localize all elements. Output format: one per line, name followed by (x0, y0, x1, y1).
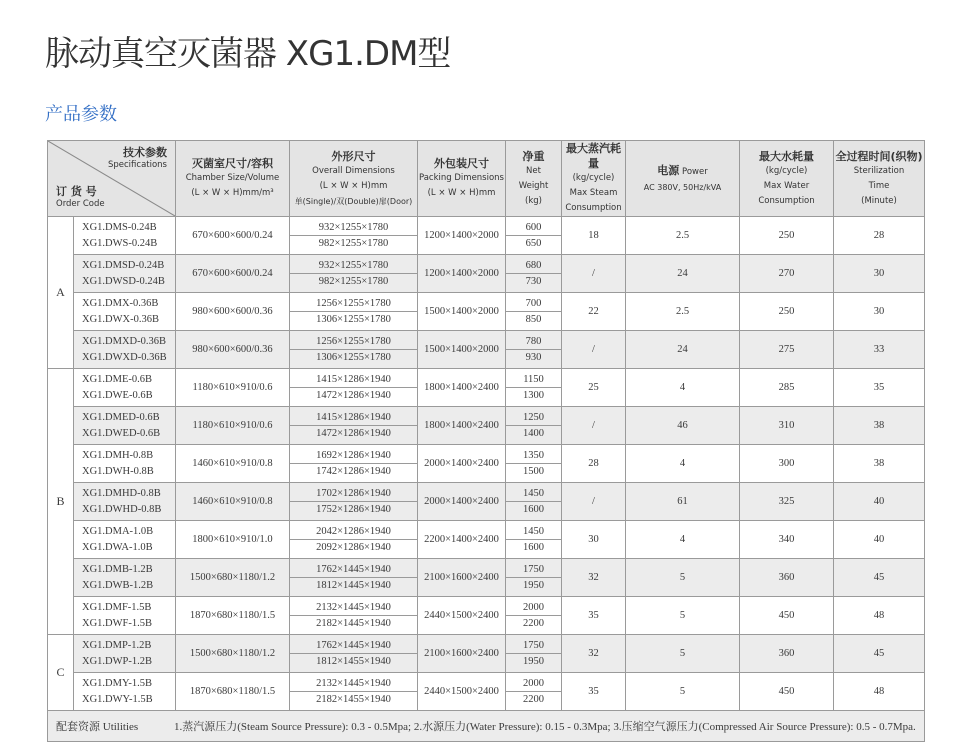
header-steam (562, 141, 626, 217)
time-cell: 40 (834, 521, 925, 559)
header-net-cn: 净重 (522, 149, 545, 163)
header-time-en2: Time (868, 180, 890, 191)
power-cell: 24 (626, 255, 740, 293)
weight-single: 1350 (506, 448, 561, 464)
overall-double: 1812×1455×1940 (316, 656, 391, 667)
order-code: XG1.DMX-0.36B (82, 297, 159, 309)
table-row (48, 483, 925, 521)
overall-single: 932×1255×1780 (290, 220, 417, 236)
header-power-cn: 电源 (657, 163, 680, 177)
order-code: XG1.DMED-0.6B (82, 411, 160, 423)
order-code: XG1.DWED-0.6B (82, 427, 161, 439)
order-code-cell (74, 331, 176, 369)
weight-single: 1250 (506, 410, 561, 426)
packing-cell: 1500×1400×2000 (418, 331, 506, 369)
power-cell: 4 (626, 369, 740, 407)
header-net-unit: (kg) (525, 195, 542, 206)
steam-cell: 22 (562, 293, 626, 331)
order-code: XG1.DWF-1.5B (82, 617, 152, 629)
table-row (48, 673, 925, 711)
order-code: XG1.DWHD-0.8B (82, 503, 162, 515)
power-cell: 5 (626, 673, 740, 711)
order-code-cell (74, 483, 176, 521)
packing-cell: 2440×1500×2400 (418, 673, 506, 711)
overall-single: 2132×1445×1940 (290, 600, 417, 616)
header-net-weight (506, 141, 562, 217)
time-cell: 38 (834, 445, 925, 483)
weight-single: 1450 (506, 486, 561, 502)
chamber-cell: 1500×680×1180/1.2 (176, 559, 290, 597)
weight-cell (506, 635, 562, 673)
steam-cell: 30 (562, 521, 626, 559)
time-cell: 40 (834, 483, 925, 521)
overall-single: 1762×1445×1940 (290, 638, 417, 654)
header-overall-door: 单(Single)/双(Double)扉(Door) (294, 196, 413, 206)
water-cell: 450 (740, 673, 834, 711)
packing-cell: 1200×1400×2000 (418, 255, 506, 293)
overall-double: 1472×1286×1940 (316, 390, 391, 401)
weight-cell (506, 597, 562, 635)
overall-cell (290, 331, 418, 369)
header-packing (418, 141, 506, 217)
power-cell: 5 (626, 635, 740, 673)
weight-cell (506, 483, 562, 521)
time-cell: 45 (834, 635, 925, 673)
water-cell: 250 (740, 217, 834, 255)
order-code-cell (74, 407, 176, 445)
overall-single: 1415×1286×1940 (290, 372, 417, 388)
overall-double: 2182×1455×1940 (316, 694, 391, 705)
header-time-cn: 全过程时间(织物) (835, 149, 923, 163)
power-cell: 4 (626, 521, 740, 559)
packing-cell: 2000×1400×2400 (418, 445, 506, 483)
water-cell: 300 (740, 445, 834, 483)
steam-cell: / (562, 483, 626, 521)
overall-cell (290, 255, 418, 293)
weight-double: 1600 (523, 504, 544, 515)
time-cell: 30 (834, 293, 925, 331)
weight-double: 850 (525, 314, 542, 325)
overall-cell (290, 445, 418, 483)
weight-cell (506, 559, 562, 597)
order-code: XG1.DMS-0.24B (82, 221, 157, 233)
order-code: XG1.DWXD-0.36B (82, 351, 167, 363)
weight-cell (506, 255, 562, 293)
weight-double: 650 (525, 238, 542, 249)
order-code: XG1.DMSD-0.24B (82, 259, 165, 271)
time-cell: 38 (834, 407, 925, 445)
order-code: XG1.DWB-1.2B (82, 579, 154, 591)
order-code: XG1.DMHD-0.8B (82, 487, 161, 499)
packing-cell: 1800×1400×2400 (418, 369, 506, 407)
order-code: XG1.DMP-1.2B (82, 639, 152, 651)
overall-double: 1306×1255×1780 (316, 352, 391, 363)
weight-double: 1400 (523, 428, 544, 439)
weight-double: 1600 (523, 542, 544, 553)
chamber-cell: 1460×610×910/0.8 (176, 445, 290, 483)
chamber-cell: 980×600×600/0.36 (176, 331, 290, 369)
table-row (48, 293, 925, 331)
order-code: XG1.DME-0.6B (82, 373, 152, 385)
water-cell: 325 (740, 483, 834, 521)
weight-double: 2200 (523, 694, 544, 705)
order-code-cell (74, 445, 176, 483)
order-code-cell (74, 635, 176, 673)
water-cell: 270 (740, 255, 834, 293)
weight-cell (506, 293, 562, 331)
header-water-en2: Consumption (758, 195, 815, 206)
overall-cell (290, 635, 418, 673)
order-code-cell (74, 217, 176, 255)
header-time (834, 141, 925, 217)
table-row (48, 445, 925, 483)
header-steam-unit: (kg/cycle) (572, 173, 615, 183)
header-steam-cn: 最大蒸汽耗量 (566, 142, 621, 170)
header-packing-unit: (L × W × H)mm (427, 188, 496, 198)
header-overall-en: Overall Dimensions (312, 165, 395, 176)
time-cell: 45 (834, 559, 925, 597)
packing-cell: 2440×1500×2400 (418, 597, 506, 635)
overall-single: 932×1255×1780 (290, 258, 417, 274)
table-row (48, 369, 925, 407)
power-cell: 46 (626, 407, 740, 445)
overall-double: 1472×1286×1940 (316, 428, 391, 439)
weight-single: 780 (506, 334, 561, 350)
weight-single: 1750 (506, 638, 561, 654)
weight-double: 1950 (523, 656, 544, 667)
order-code: XG1.DMF-1.5B (82, 601, 152, 613)
overall-cell (290, 521, 418, 559)
packing-cell: 1200×1400×2000 (418, 217, 506, 255)
order-code: XG1.DWY-1.5B (82, 693, 153, 705)
utilities-row (48, 711, 925, 742)
overall-single: 1702×1286×1940 (290, 486, 417, 502)
packing-cell: 2200×1400×2400 (418, 521, 506, 559)
overall-double: 2182×1445×1940 (316, 618, 391, 629)
order-code: XG1.DMY-1.5B (82, 677, 153, 689)
chamber-cell: 1180×610×910/0.6 (176, 407, 290, 445)
overall-single: 1692×1286×1940 (290, 448, 417, 464)
time-cell: 48 (834, 597, 925, 635)
utilities-cell (48, 711, 925, 742)
overall-cell (290, 673, 418, 711)
header-packing-cn: 外包装尺寸 (434, 157, 489, 170)
overall-cell (290, 483, 418, 521)
power-cell: 5 (626, 597, 740, 635)
overall-double: 982×1255×1780 (318, 238, 389, 249)
overall-double: 2092×1286×1940 (316, 542, 391, 553)
spec-table (47, 140, 925, 742)
header-water (740, 141, 834, 217)
header-order-cn: 订 货 号 (56, 185, 97, 198)
power-cell: 61 (626, 483, 740, 521)
chamber-cell: 1460×610×910/0.8 (176, 483, 290, 521)
section-title: 产品参数 (45, 104, 117, 125)
header-power-en: Power (682, 166, 708, 177)
steam-cell: 25 (562, 369, 626, 407)
power-cell: 4 (626, 445, 740, 483)
weight-single: 1450 (506, 524, 561, 540)
table-body (48, 217, 925, 742)
order-code: XG1.DWH-0.8B (82, 465, 154, 477)
group-label: B (48, 369, 74, 635)
overall-single: 1762×1445×1940 (290, 562, 417, 578)
weight-double: 930 (525, 352, 542, 363)
steam-cell: 32 (562, 559, 626, 597)
order-code-cell (74, 597, 176, 635)
steam-cell: 35 (562, 673, 626, 711)
overall-double: 982×1255×1780 (318, 276, 389, 287)
order-code: XG1.DMA-1.0B (82, 525, 154, 537)
steam-cell: 32 (562, 635, 626, 673)
group-label: A (48, 217, 74, 369)
weight-double: 1950 (523, 580, 544, 591)
header-water-cn: 最大水耗量 (759, 149, 814, 163)
chamber-cell: 980×600×600/0.36 (176, 293, 290, 331)
order-code: XG1.DWA-1.0B (82, 541, 153, 553)
overall-single: 1256×1255×1780 (290, 296, 417, 312)
overall-single: 2132×1445×1940 (290, 676, 417, 692)
order-code-cell (74, 369, 176, 407)
order-code-cell (74, 255, 176, 293)
utilities-text: 1.蒸汽源压力(Steam Source Pressure): 0.3 - 0.5Mpa; 2.水源压力(Water Pressure): 0.15 - 0.3Mpa; 3.压缩空气源压力(Compressed Air Source Pressure): 0.5 - 0.7Mpa. (174, 721, 916, 733)
header-time-unit: (Minute) (861, 195, 897, 206)
water-cell: 310 (740, 407, 834, 445)
header-power (626, 141, 740, 217)
header-packing-en: Packing Dimensions (418, 173, 504, 183)
packing-cell: 1800×1400×2400 (418, 407, 506, 445)
header-overall (290, 141, 418, 217)
table-row (48, 597, 925, 635)
utilities-label: 配套资源 Utilities (56, 721, 139, 733)
water-cell: 275 (740, 331, 834, 369)
time-cell: 48 (834, 673, 925, 711)
water-cell: 340 (740, 521, 834, 559)
packing-cell: 2000×1400×2400 (418, 483, 506, 521)
order-code: XG1.DWP-1.2B (82, 655, 152, 667)
overall-cell (290, 369, 418, 407)
chamber-cell: 670×600×600/0.24 (176, 217, 290, 255)
water-cell: 285 (740, 369, 834, 407)
steam-cell: 18 (562, 217, 626, 255)
table-row (48, 559, 925, 597)
header-net-en2: Weight (518, 180, 549, 191)
header-overall-unit: (L × W × H)mm (319, 180, 388, 191)
packing-cell: 2100×1600×2400 (418, 559, 506, 597)
packing-cell: 2100×1600×2400 (418, 635, 506, 673)
overall-cell (290, 559, 418, 597)
weight-single: 1750 (506, 562, 561, 578)
weight-cell (506, 331, 562, 369)
time-cell: 28 (834, 217, 925, 255)
steam-cell: / (562, 331, 626, 369)
order-code-cell (74, 521, 176, 559)
header-time-en1: Sterilization (853, 165, 905, 176)
steam-cell: 35 (562, 597, 626, 635)
steam-cell: 28 (562, 445, 626, 483)
weight-double: 1300 (523, 390, 544, 401)
weight-cell (506, 217, 562, 255)
header-spec-order (48, 141, 176, 217)
header-net-en1: Net (526, 165, 541, 176)
weight-double: 1500 (523, 466, 544, 477)
table-row (48, 407, 925, 445)
water-cell: 250 (740, 293, 834, 331)
overall-double: 1306×1255×1780 (316, 314, 391, 325)
header-water-en1: Max Water (763, 180, 810, 191)
weight-single: 700 (506, 296, 561, 312)
header-water-unit: (kg/cycle) (765, 165, 808, 176)
water-cell: 360 (740, 635, 834, 673)
time-cell: 30 (834, 255, 925, 293)
header-overall-cn: 外形尺寸 (331, 149, 376, 163)
weight-cell (506, 673, 562, 711)
time-cell: 35 (834, 369, 925, 407)
power-cell: 5 (626, 559, 740, 597)
overall-cell (290, 293, 418, 331)
order-code: XG1.DMH-0.8B (82, 449, 154, 461)
header-chamber-en: Chamber Size/Volume (185, 173, 280, 183)
weight-double: 2200 (523, 618, 544, 629)
power-cell: 2.5 (626, 217, 740, 255)
header-spec-cn: 技术参数 (123, 146, 167, 159)
table-row (48, 255, 925, 293)
water-cell: 450 (740, 597, 834, 635)
chamber-cell: 670×600×600/0.24 (176, 255, 290, 293)
order-code-cell (74, 293, 176, 331)
order-code-cell (74, 673, 176, 711)
table-header-row (48, 141, 925, 217)
weight-single: 2000 (506, 600, 561, 616)
header-spec-en: Specifications (107, 160, 167, 170)
time-cell: 33 (834, 331, 925, 369)
overall-cell (290, 217, 418, 255)
overall-cell (290, 407, 418, 445)
header-steam-en2: Consumption (565, 203, 622, 213)
power-cell: 2.5 (626, 293, 740, 331)
overall-single: 2042×1286×1940 (290, 524, 417, 540)
chamber-cell: 1800×610×910/1.0 (176, 521, 290, 559)
chamber-cell: 1870×680×1180/1.5 (176, 597, 290, 635)
table-row (48, 521, 925, 559)
header-power-spec: AC 380V, 50Hz/kVA (643, 182, 722, 192)
table-row (48, 217, 925, 255)
weight-cell (506, 445, 562, 483)
steam-cell: / (562, 255, 626, 293)
order-code: XG1.DMXD-0.36B (82, 335, 166, 347)
weight-cell (506, 521, 562, 559)
overall-single: 1415×1286×1940 (290, 410, 417, 426)
weight-double: 730 (525, 276, 542, 287)
table-row (48, 635, 925, 673)
overall-double: 1812×1445×1940 (316, 580, 391, 591)
steam-cell: / (562, 407, 626, 445)
order-code: XG1.DWX-0.36B (82, 313, 159, 325)
table-row (48, 331, 925, 369)
order-code: XG1.DWSD-0.24B (82, 275, 165, 287)
weight-cell (506, 369, 562, 407)
weight-single: 600 (506, 220, 561, 236)
order-code-cell (74, 559, 176, 597)
overall-single: 1256×1255×1780 (290, 334, 417, 350)
order-code: XG1.DWS-0.24B (82, 237, 158, 249)
weight-cell (506, 407, 562, 445)
header-order-en: Order Code (56, 199, 105, 209)
weight-single: 680 (506, 258, 561, 274)
order-code: XG1.DWE-0.6B (82, 389, 153, 401)
overall-double: 1742×1286×1940 (316, 466, 391, 477)
chamber-cell: 1870×680×1180/1.5 (176, 673, 290, 711)
chamber-cell: 1500×680×1180/1.2 (176, 635, 290, 673)
weight-single: 1150 (506, 372, 561, 388)
page-title: 脉动真空灭菌器 XG1.DM型 (45, 34, 451, 74)
header-chamber (176, 141, 290, 217)
group-label: C (48, 635, 74, 711)
overall-cell (290, 597, 418, 635)
chamber-cell: 1180×610×910/0.6 (176, 369, 290, 407)
header-chamber-cn: 灭菌室尺寸/容积 (191, 157, 274, 170)
order-code: XG1.DMB-1.2B (82, 563, 153, 575)
water-cell: 360 (740, 559, 834, 597)
header-steam-en1: Max Steam (569, 188, 618, 198)
packing-cell: 1500×1400×2000 (418, 293, 506, 331)
power-cell: 24 (626, 331, 740, 369)
overall-double: 1752×1286×1940 (316, 504, 391, 515)
header-chamber-unit: (L × W × H)mm/m³ (191, 188, 274, 198)
weight-single: 2000 (506, 676, 561, 692)
